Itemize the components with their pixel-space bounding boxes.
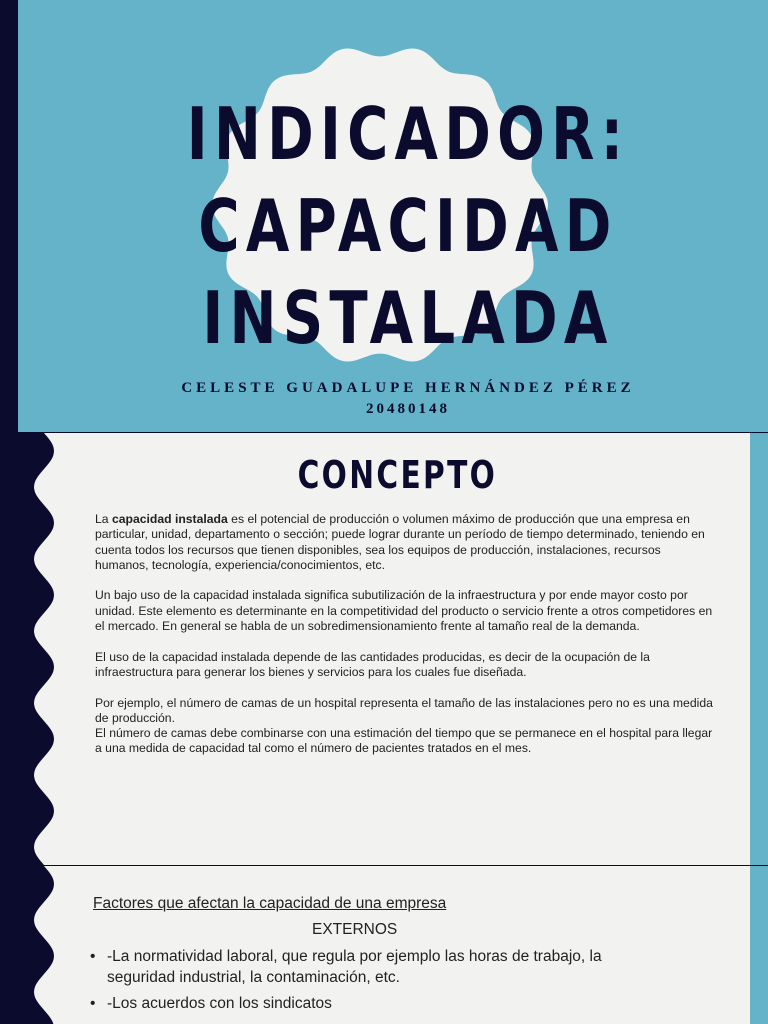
- paragraph-definition: [95, 512, 715, 573]
- factors-slide: [0, 866, 768, 1024]
- paragraph-usage: El uso de la capacidad instalada depende de las cantidades producidas, es decir de la ocupación de la infraestructura para generar los bienes y servicios para los cuales fue diseñada.: [95, 649, 650, 679]
- category-label: EXTERNOS: [312, 921, 398, 938]
- right-accent-bar: [750, 433, 768, 865]
- definition-term: capacidad instalada: [111, 512, 228, 526]
- left-wave-border: [0, 433, 60, 865]
- student-id: 20480148: [366, 401, 450, 417]
- factors-list: [90, 946, 650, 1019]
- left-accent-bar: [0, 0, 18, 432]
- list-item-text: -Los acuerdos con los sindicatos: [107, 995, 332, 1012]
- left-wave-border: [0, 866, 60, 1024]
- concept-body: [95, 512, 715, 772]
- list-item: [90, 993, 650, 1014]
- title-slide: [0, 0, 768, 432]
- definition-lead: La: [95, 512, 112, 526]
- bullet-icon: •: [90, 995, 96, 1012]
- list-item: [90, 946, 650, 988]
- paragraph-example: [95, 696, 715, 757]
- bullet-icon: •: [90, 948, 96, 965]
- title-line-2: CAPACIDAD: [198, 184, 618, 268]
- right-accent-bar: [750, 866, 768, 1024]
- paragraph-low-usage: Un bajo uso de la capacidad instalada significa subutilización de la infraestructura y por ende mayor costo por unidad. Este elemento es determinante en la competitividad del producto o servicio frente a otros competidores en el mercado. En general se habla de un sobredimensionamiento frente al tamaño real de la demanda.: [95, 588, 713, 634]
- example-text-1: Por ejemplo, el número de camas de un hospital representa el tamaño de las instalaciones pero no es una medida de producción.: [95, 695, 713, 725]
- author-name: CELESTE GUADALUPE HERNÁNDEZ PÉREZ: [181, 380, 635, 396]
- slide-title: [104, 88, 712, 364]
- concept-slide: [0, 433, 768, 865]
- example-text-2: El número de camas debe combinarse con una estimación del tiempo que se permanece en el hospital para llegar a una medida de capacidad tal como el número de pacientes tratados en el mes.: [95, 726, 713, 756]
- list-item-text: -La normatividad laboral, que regula por ejemplo las horas de trabajo, la seguridad industrial, la contaminación, etc.: [107, 948, 602, 986]
- definition-text: es el potencial de producción o volumen máximo de producción que una empresa en particular, unidad, departamento o sección; puede lograr durante un período de tiempo determinado, teniendo en cuenta todos los recursos que tienen disponibles, sea los equipos de producción, instalaciones, recursos humanos, tecnología, experiencia/conocimientos, etc.: [95, 512, 705, 572]
- title-line-3: INSTALADA: [202, 276, 614, 360]
- factors-subtitle: Factores que afectan la capacidad de una empresa: [93, 895, 447, 912]
- section-heading: CONCEPTO: [297, 453, 498, 497]
- title-line-1: INDICADOR:: [186, 92, 630, 176]
